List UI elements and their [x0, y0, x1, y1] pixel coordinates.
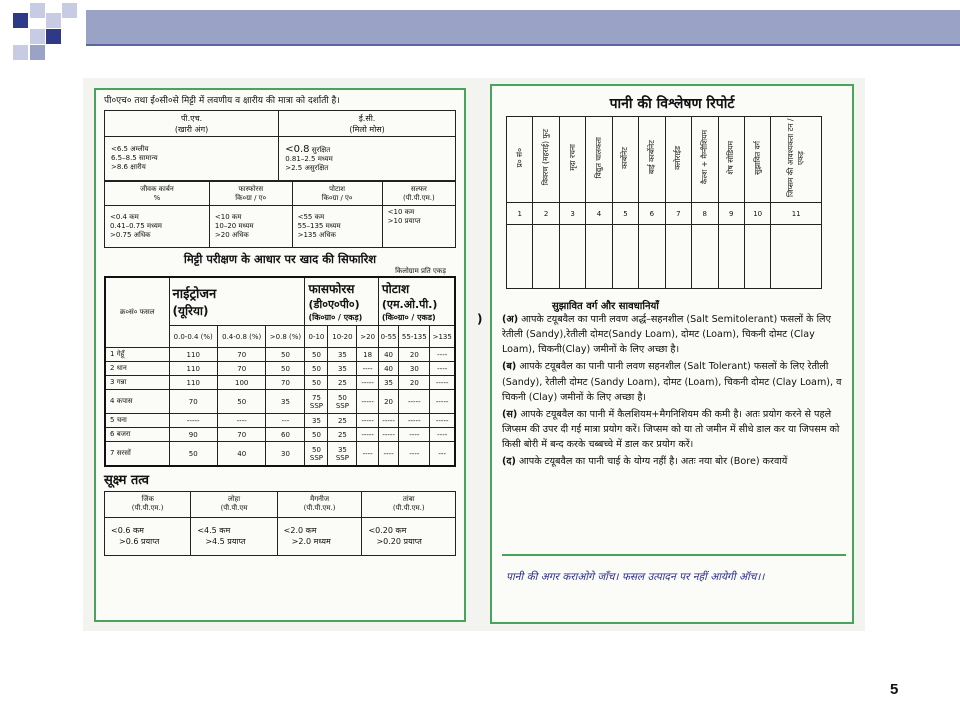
- crop-cell: 6 बजरा: [105, 428, 169, 442]
- fertilizer-table: [104, 276, 456, 467]
- value-cell: 35: [266, 390, 305, 414]
- decor-square: [30, 3, 45, 18]
- value-cell: -----: [169, 414, 217, 428]
- table-row: [105, 428, 455, 442]
- potash-values: <55 कम 55–135 मध्यम >135 अधिक: [292, 206, 382, 248]
- carbon-header: जीवक कार्बन %: [105, 182, 210, 206]
- value-cell: ----: [357, 362, 378, 376]
- value-cell: 70: [266, 376, 305, 390]
- phosphorus-fert-header: फासफोरस (डी०ए०पी०) (कि०ग्रा० / एकड़): [305, 277, 378, 326]
- value-cell: ----: [430, 348, 455, 362]
- water-blank-cell: [559, 225, 585, 289]
- manganese-values: <2.0 कम >2.0 मध्यम: [277, 517, 362, 555]
- water-col-header: विद्युत चालकता: [586, 117, 612, 203]
- water-blank-cell: [665, 225, 691, 289]
- crop-cell: 1 गेहूँ: [105, 348, 169, 362]
- water-col-header: जिप्सम की आवश्यकता टन / एकड़: [771, 117, 822, 203]
- carbon-values: <0.4 कम 0.41–0.75 मध्यम >0.75 अधिक: [105, 206, 210, 248]
- value-cell: 35: [378, 376, 398, 390]
- table-row: [105, 376, 455, 390]
- potash-fert-header: पोटाश (एम.ओ.पी.) (कि०ग्रा० / एकड): [378, 277, 455, 326]
- range-header: >20: [357, 326, 378, 348]
- value-cell: 70: [169, 390, 217, 414]
- water-col-number: 8: [692, 203, 718, 225]
- ph-values: <6.5 अम्लीय 6.5–8.5 सामान्य >8.6 क्षारीय: [105, 137, 279, 181]
- value-cell: -----: [357, 376, 378, 390]
- value-cell: -----: [378, 414, 398, 428]
- value-cell: 90: [169, 428, 217, 442]
- water-col-header: मृदा रचना: [559, 117, 585, 203]
- value-cell: 50: [305, 428, 328, 442]
- value-cell: 20: [399, 376, 430, 390]
- value-cell: 35: [328, 348, 357, 362]
- title-bar: [86, 10, 960, 46]
- value-cell: 50: [217, 390, 265, 414]
- value-cell: -----: [357, 390, 378, 414]
- value-cell: -----: [357, 414, 378, 428]
- table-row: [105, 362, 455, 376]
- table-row: [105, 442, 455, 466]
- value-cell: 35: [305, 414, 328, 428]
- range-header: 10-20: [328, 326, 357, 348]
- ph-ec-intro: पी०एच० तथा ई०सी०से मिट्टी में लवणीय व क्षारीय की मात्रा को दर्शाती है।: [104, 96, 340, 106]
- water-blank-cell: [744, 225, 770, 289]
- value-cell: ----: [399, 428, 430, 442]
- value-cell: -----: [357, 428, 378, 442]
- water-col-number: 3: [559, 203, 585, 225]
- nitrogen-header: नाईट्रोजन (यूरिया): [169, 277, 305, 326]
- value-cell: 18: [357, 348, 378, 362]
- value-cell: ---: [430, 442, 455, 466]
- value-cell: ----: [430, 362, 455, 376]
- water-col-number: 6: [639, 203, 665, 225]
- table-row: [105, 348, 455, 362]
- table-row: [105, 414, 455, 428]
- water-col-number: 10: [744, 203, 770, 225]
- soil-report-page: [94, 88, 466, 622]
- phosphorus-header: फास्फोरस कि०ग्रा / ए०: [209, 182, 292, 206]
- copper-values: <0.20 कम >0.20 प्रयाप्त: [362, 517, 456, 555]
- value-cell: 30: [266, 442, 305, 466]
- range-header: >135: [430, 326, 455, 348]
- ph-header: पी.एच. (खारी अंग): [105, 111, 279, 137]
- water-col-header: कैल्श + मैग्नीशियम: [692, 117, 718, 203]
- crop-col-header: क्र०सं० फसल: [105, 277, 169, 348]
- note-item: (द) आपके टयूबवैल का पानी चाई के योग्य नहीं है। अतः नया बोर (Bore) करवायें: [502, 456, 788, 468]
- water-blank-cell: [586, 225, 612, 289]
- water-blank-cell: [612, 225, 638, 289]
- value-cell: 50: [169, 442, 217, 466]
- manganese-header: मैगनीज (पी.पी.एम.): [277, 491, 362, 517]
- water-col-number: 4: [586, 203, 612, 225]
- water-blank-cell: [639, 225, 665, 289]
- water-col-header: बाई कार्बोनेट: [639, 117, 665, 203]
- water-blank-cell: [692, 225, 718, 289]
- water-blank-cell: [507, 225, 533, 289]
- crop-cell: 7 सरसों: [105, 442, 169, 466]
- value-cell: 50: [305, 348, 328, 362]
- water-blank-cell: [533, 225, 559, 289]
- value-cell: 50: [305, 376, 328, 390]
- value-cell: -----: [430, 414, 455, 428]
- value-cell: ---: [266, 414, 305, 428]
- value-cell: -----: [378, 428, 398, 442]
- note-item: (स) आपके टयूबवैल का पानी में कैलशियम+मैगनिशियम की कमी है। अतः प्रयोग करने से पहले जिप्सम की उपर दी गई मात्रा प्रयोग करें। जिप्सम को या तो जमीन में सीधे डाल कर या जिपसम को किसी बोरी में बन्द करके चब्बच्चे में डाल कर प्रयोग करें।: [502, 408, 840, 451]
- range-header: >0.8 (%): [266, 326, 305, 348]
- value-cell: 75 SSP: [305, 390, 328, 414]
- value-cell: 110: [169, 348, 217, 362]
- water-footer-slogan: पानी की अगर कराओगे जाँच। फसल उत्पादन पर नहीं आयेगी ऑच।।: [506, 571, 765, 583]
- water-blank-cell: [718, 225, 744, 289]
- decor-square: [13, 45, 28, 60]
- water-analysis-table: [506, 116, 822, 289]
- water-col-header: प्र० सं०: [507, 117, 533, 203]
- value-cell: 25: [328, 428, 357, 442]
- range-header: 0-10: [305, 326, 328, 348]
- water-col-number: 5: [612, 203, 638, 225]
- value-cell: -----: [430, 390, 455, 414]
- water-report-title: पानी की विश्लेषण रिपोर्ट: [609, 96, 735, 112]
- value-cell: ----: [378, 442, 398, 466]
- water-col-header: क्लोराईड: [665, 117, 691, 203]
- water-col-header: विवरण (महराई) फुट: [533, 117, 559, 203]
- micronutrient-table: [104, 491, 456, 556]
- water-blank-cell: [771, 225, 822, 289]
- potash-header: पोटाश कि०ग्रा / ए०: [292, 182, 382, 206]
- value-cell: 35: [328, 362, 357, 376]
- notes-title: सुझावित वर्ग और सावधानियाँ: [552, 301, 659, 312]
- value-cell: 50 SSP: [305, 442, 328, 466]
- decor-square: [30, 45, 45, 60]
- phosphorus-values: <10 कम 10–20 मध्यम >20 अधिक: [209, 206, 292, 248]
- value-cell: 60: [266, 428, 305, 442]
- sulphur-header: सल्फर (पी.पी.एम.): [382, 182, 455, 206]
- water-col-header: शेष सोडियम: [718, 117, 744, 203]
- water-col-number: 7: [665, 203, 691, 225]
- ph-ec-table: [104, 110, 456, 181]
- value-cell: ----: [399, 442, 430, 466]
- value-cell: 70: [217, 348, 265, 362]
- range-header: 0.0-0.4 (%): [169, 326, 217, 348]
- range-header: 0-55: [378, 326, 398, 348]
- ec-header: ई.सी. (मिलो मोस): [279, 111, 456, 137]
- decor-square: [46, 29, 61, 44]
- value-cell: 20: [399, 348, 430, 362]
- value-cell: ----: [430, 428, 455, 442]
- crop-cell: 2 धान: [105, 362, 169, 376]
- value-cell: 25: [328, 414, 357, 428]
- range-header: 55-135: [399, 326, 430, 348]
- value-cell: 110: [169, 376, 217, 390]
- water-col-number: 11: [771, 203, 822, 225]
- table-row: [105, 390, 455, 414]
- value-cell: -----: [399, 414, 430, 428]
- crop-cell: 5 चना: [105, 414, 169, 428]
- iron-values: <4.5 कम >4.5 प्रयाप्त: [191, 517, 277, 555]
- fertilizer-title: मिट्टी परीक्षण के आधार पर खाद की सिफारिश: [183, 252, 377, 267]
- zinc-values: <0.6 कम >0.6 प्रयाप्त: [105, 517, 191, 555]
- value-cell: 40: [217, 442, 265, 466]
- value-cell: 100: [217, 376, 265, 390]
- slide-page-number: 5: [890, 681, 899, 698]
- range-header: 0.4-0.8 (%): [217, 326, 265, 348]
- ec-values: <0.8 सुरक्षित 0.81–2.5 मध्यम >2.5 असुरक्षित: [279, 137, 456, 181]
- water-col-header: सुझावित वर्ग: [744, 117, 770, 203]
- value-cell: -----: [430, 376, 455, 390]
- water-col-number: 1: [507, 203, 533, 225]
- decor-square: [13, 13, 28, 28]
- value-cell: 50: [305, 362, 328, 376]
- value-cell: -----: [399, 390, 430, 414]
- sulphur-values: <10 कम >10 प्रयाप्त: [382, 206, 455, 248]
- note-item: (ब) आपके टयूबवैल का पानी पानी लवण सहनशील (Salt Tolerant) फसलों के लिए रेतीली (Sandy), रेतीली दोमट (Sandy Loam), दोमट (Loam), चिकनी दोमट (Clay Loam), व चिकनी (Clay) जमीनों के लिए अच्छा है।: [502, 361, 842, 403]
- value-cell: 30: [399, 362, 430, 376]
- value-cell: 50 SSP: [328, 390, 357, 414]
- water-col-number: 9: [718, 203, 744, 225]
- value-cell: 40: [378, 362, 398, 376]
- value-cell: 70: [217, 428, 265, 442]
- page-gutter-mark: ): [477, 312, 483, 326]
- decor-square: [62, 3, 77, 18]
- crop-cell: 3 गन्ना: [105, 376, 169, 390]
- value-cell: 40: [378, 348, 398, 362]
- note-item: (अ) आपके टयूबवैल का पानी लवण अर्द्ध–सहनशील (Salt Semitolerant) फसलों के लिए रेतीली (Sandy),रेतीली दोमट(Sandy Loam), दोमट (Loam), चिकनी दोमट (Clay Loam), चिकनी(Clay) जमीनों के लिए अच्छा है।: [502, 314, 831, 356]
- value-cell: 25: [328, 376, 357, 390]
- value-cell: ----: [357, 442, 378, 466]
- decor-square: [30, 29, 45, 44]
- zinc-header: जिंक (पी.पी.एम.): [105, 491, 191, 517]
- water-col-number: 2: [533, 203, 559, 225]
- copper-header: तांबा (पी.पी.एम.): [362, 491, 456, 517]
- value-cell: 70: [217, 362, 265, 376]
- value-cell: 35 SSP: [328, 442, 357, 466]
- water-col-header: कार्बोनेट: [612, 117, 638, 203]
- value-cell: ----: [217, 414, 265, 428]
- footer-divider: [502, 554, 846, 556]
- nutrient-table: [104, 181, 456, 248]
- value-cell: 50: [266, 348, 305, 362]
- water-report-page: [490, 84, 854, 624]
- value-cell: 110: [169, 362, 217, 376]
- decor-square: [46, 13, 61, 28]
- iron-header: लोहा (पी.पी.एम: [191, 491, 277, 517]
- value-cell: 50: [266, 362, 305, 376]
- crop-cell: 4 कपास: [105, 390, 169, 414]
- micronutrient-title: सूक्ष्म तत्व: [104, 472, 149, 488]
- value-cell: 20: [378, 390, 398, 414]
- notes-list: [502, 312, 846, 470]
- fertilizer-unit: किलोग्राम प्रति एकड़: [395, 267, 446, 276]
